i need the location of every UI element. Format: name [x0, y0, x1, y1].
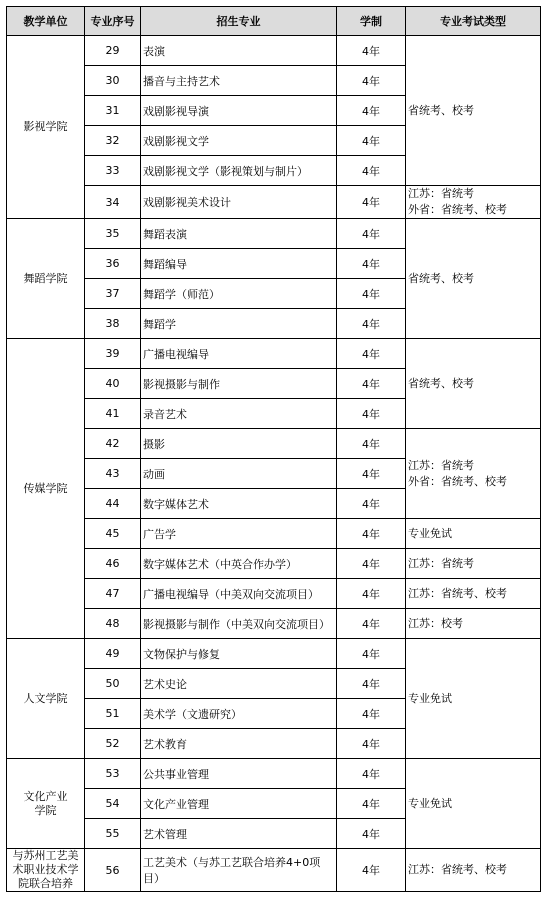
- table-row: [7, 579, 541, 609]
- header-major: 招生专业: [141, 7, 337, 36]
- duration-cell: 4年: [337, 549, 406, 579]
- major-number-cell: 51: [85, 699, 141, 729]
- major-name-cell: 舞蹈编导: [141, 249, 337, 279]
- duration-cell: 4年: [337, 156, 406, 186]
- major-name-cell: 戏剧影视文学（影视策划与制片）: [141, 156, 337, 186]
- major-name-cell: 舞蹈学（师范）: [141, 279, 337, 309]
- duration-cell: 4年: [337, 36, 406, 66]
- table-row: [7, 36, 541, 66]
- header-teaching-unit: 教学单位: [7, 7, 85, 36]
- duration-cell: 4年: [337, 849, 406, 892]
- teaching-unit-cell: 传媒学院: [7, 339, 85, 639]
- major-name-cell: 文物保护与修复: [141, 639, 337, 669]
- major-name-cell: 摄影: [141, 429, 337, 459]
- exam-type-cell: 江苏：省统考 外省：省统考、校考: [406, 186, 541, 219]
- table-row: [7, 429, 541, 459]
- major-name-cell: 广告学: [141, 519, 337, 549]
- table-row: [7, 219, 541, 249]
- exam-type-cell: 专业免试: [406, 639, 541, 759]
- exam-type-cell: 省统考、校考: [406, 219, 541, 339]
- duration-cell: 4年: [337, 309, 406, 339]
- major-name-cell: 播音与主持艺术: [141, 66, 337, 96]
- major-name-cell: 艺术教育: [141, 729, 337, 759]
- major-number-cell: 56: [85, 849, 141, 892]
- major-number-cell: 30: [85, 66, 141, 96]
- major-name-cell: 戏剧影视导演: [141, 96, 337, 126]
- teaching-unit-cell: 影视学院: [7, 36, 85, 219]
- major-number-cell: 38: [85, 309, 141, 339]
- header-exam-type: 专业考试类型: [406, 7, 541, 36]
- duration-cell: 4年: [337, 339, 406, 369]
- major-name-cell: 公共事业管理: [141, 759, 337, 789]
- major-number-cell: 46: [85, 549, 141, 579]
- table-row: [7, 849, 541, 892]
- major-number-cell: 32: [85, 126, 141, 156]
- duration-cell: 4年: [337, 66, 406, 96]
- exam-type-cell: 江苏：省统考、校考: [406, 849, 541, 892]
- major-name-cell: 戏剧影视文学: [141, 126, 337, 156]
- duration-cell: 4年: [337, 399, 406, 429]
- major-number-cell: 53: [85, 759, 141, 789]
- header-duration: 学制: [337, 7, 406, 36]
- table-row: [7, 759, 541, 789]
- duration-cell: 4年: [337, 759, 406, 789]
- major-number-cell: 34: [85, 186, 141, 219]
- major-name-cell: 戏剧影视美术设计: [141, 186, 337, 219]
- major-name-cell: 动画: [141, 459, 337, 489]
- major-number-cell: 29: [85, 36, 141, 66]
- exam-type-cell: 省统考、校考: [406, 339, 541, 429]
- duration-cell: 4年: [337, 369, 406, 399]
- table-row: [7, 609, 541, 639]
- major-number-cell: 55: [85, 819, 141, 849]
- major-name-cell: 录音艺术: [141, 399, 337, 429]
- major-name-cell: 广播电视编导: [141, 339, 337, 369]
- table-row: [7, 186, 541, 219]
- table-row: [7, 339, 541, 369]
- major-number-cell: 31: [85, 96, 141, 126]
- major-number-cell: 50: [85, 669, 141, 699]
- major-number-cell: 54: [85, 789, 141, 819]
- major-number-cell: 41: [85, 399, 141, 429]
- duration-cell: 4年: [337, 126, 406, 156]
- duration-cell: 4年: [337, 819, 406, 849]
- major-name-cell: 舞蹈学: [141, 309, 337, 339]
- duration-cell: 4年: [337, 699, 406, 729]
- major-name-cell: 舞蹈表演: [141, 219, 337, 249]
- major-number-cell: 48: [85, 609, 141, 639]
- major-number-cell: 42: [85, 429, 141, 459]
- major-name-cell: 数字媒体艺术: [141, 489, 337, 519]
- table-row: [7, 549, 541, 579]
- header-major-number: 专业序号: [85, 7, 141, 36]
- enrollment-table: [6, 6, 541, 892]
- major-number-cell: 37: [85, 279, 141, 309]
- major-number-cell: 52: [85, 729, 141, 759]
- table-row: [7, 519, 541, 549]
- teaching-unit-cell: 人文学院: [7, 639, 85, 759]
- duration-cell: 4年: [337, 609, 406, 639]
- exam-type-cell: 江苏：省统考: [406, 549, 541, 579]
- duration-cell: 4年: [337, 219, 406, 249]
- exam-type-cell: 江苏：省统考 外省：省统考、校考: [406, 429, 541, 519]
- duration-cell: 4年: [337, 639, 406, 669]
- duration-cell: 4年: [337, 669, 406, 699]
- major-number-cell: 49: [85, 639, 141, 669]
- major-name-cell: 艺术史论: [141, 669, 337, 699]
- major-number-cell: 45: [85, 519, 141, 549]
- duration-cell: 4年: [337, 729, 406, 759]
- exam-type-cell: 专业免试: [406, 519, 541, 549]
- major-name-cell: 工艺美术（与苏工艺联合培养4+0项目）: [141, 849, 337, 892]
- major-number-cell: 43: [85, 459, 141, 489]
- table-body: [7, 36, 541, 892]
- teaching-unit-cell: 与苏州工艺美术职业技术学院联合培养: [7, 849, 85, 892]
- duration-cell: 4年: [337, 429, 406, 459]
- major-number-cell: 35: [85, 219, 141, 249]
- teaching-unit-cell: 舞蹈学院: [7, 219, 85, 339]
- duration-cell: 4年: [337, 186, 406, 219]
- duration-cell: 4年: [337, 249, 406, 279]
- major-name-cell: 文化产业管理: [141, 789, 337, 819]
- duration-cell: 4年: [337, 519, 406, 549]
- major-name-cell: 影视摄影与制作: [141, 369, 337, 399]
- exam-type-cell: 江苏：校考: [406, 609, 541, 639]
- major-name-cell: 影视摄影与制作（中美双向交流项目）: [141, 609, 337, 639]
- major-name-cell: 美术学（文遗研究）: [141, 699, 337, 729]
- duration-cell: 4年: [337, 789, 406, 819]
- header-row: [7, 7, 541, 36]
- exam-type-cell: 省统考、校考: [406, 36, 541, 186]
- exam-type-cell: 专业免试: [406, 759, 541, 849]
- duration-cell: 4年: [337, 489, 406, 519]
- duration-cell: 4年: [337, 579, 406, 609]
- major-number-cell: 47: [85, 579, 141, 609]
- major-name-cell: 数字媒体艺术（中英合作办学）: [141, 549, 337, 579]
- duration-cell: 4年: [337, 279, 406, 309]
- major-name-cell: 广播电视编导（中美双向交流项目）: [141, 579, 337, 609]
- major-name-cell: 艺术管理: [141, 819, 337, 849]
- major-number-cell: 33: [85, 156, 141, 186]
- major-number-cell: 36: [85, 249, 141, 279]
- table-row: [7, 639, 541, 669]
- exam-type-cell: 江苏：省统考、校考: [406, 579, 541, 609]
- major-number-cell: 39: [85, 339, 141, 369]
- duration-cell: 4年: [337, 459, 406, 489]
- major-name-cell: 表演: [141, 36, 337, 66]
- major-number-cell: 44: [85, 489, 141, 519]
- major-number-cell: 40: [85, 369, 141, 399]
- teaching-unit-cell: 文化产业 学院: [7, 759, 85, 849]
- duration-cell: 4年: [337, 96, 406, 126]
